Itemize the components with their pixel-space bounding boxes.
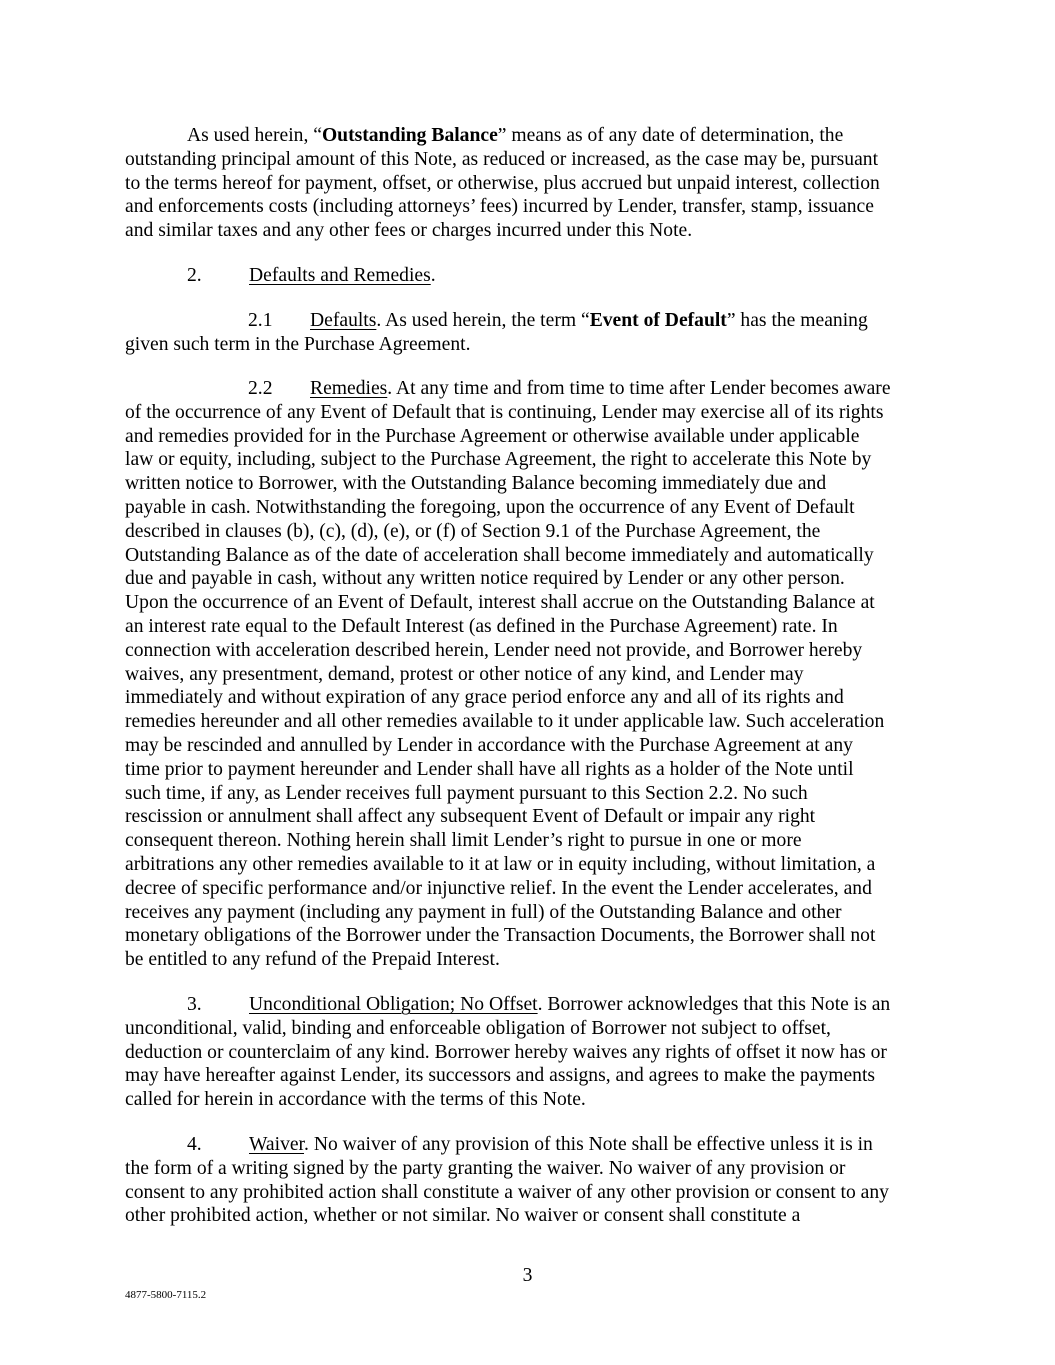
paragraph-line: rescission or annulment shall affect any subsequent Event of Default or impair any right xyxy=(125,806,816,828)
paragraph-line: described in clauses (b), (c), (d), (e), or (f) of Section 9.1 of the Purchase Agreement, the xyxy=(125,520,821,542)
defined-term-outstanding-balance: Outstanding Balance xyxy=(321,125,498,146)
text-run: . As used herein, the term “ xyxy=(376,310,590,331)
paragraph-line: may have hereafter against Lender, its successors and assigns, and agrees to make the payments xyxy=(125,1065,876,1087)
text-run: As used herein, “ xyxy=(187,125,322,146)
paragraph-line xyxy=(125,309,937,333)
paragraph-line: remedies hereunder and all other remedies available to it under applicable law. Such acceleration xyxy=(125,711,885,733)
paragraph-line: waives, any presentment, demand, protest or other notice of any kind, and Lender may xyxy=(125,663,804,685)
paragraph-line: of the occurrence of any Event of Default that is continuing, Lender may exercise all of its rights xyxy=(125,401,884,423)
paragraph-line: may be rescinded and annulled by Lender in accordance with the Purchase Agreement at any xyxy=(125,734,853,756)
paragraph-line: written notice to Borrower, with the Outstanding Balance becoming immediately due and xyxy=(125,473,827,495)
paragraph-line: deduction or counterclaim of any kind. Borrower hereby waives any rights of offset it now has or xyxy=(125,1041,887,1063)
paragraph-line xyxy=(125,377,937,401)
section-2-2-paragraph xyxy=(125,377,937,972)
paragraph-line: outstanding principal amount of this Note, as reduced or increased, as the case may be, pursuant xyxy=(125,148,879,170)
paragraph-line: given such term in the Purchase Agreement. xyxy=(125,333,471,355)
text-run: . At any time and from time to time after Lender becomes aware xyxy=(387,378,891,399)
paragraph-line: and enforcements costs (including attorneys’ fees) incurred by Lender, transfer, stamp, issuance xyxy=(125,196,874,218)
paragraph-line: and remedies provided for in the Purchase Agreement or otherwise available under applicable xyxy=(125,425,860,447)
section-title: Unconditional Obligation; No Offset xyxy=(249,994,538,1015)
paragraph-line: unconditional, valid, binding and enforceable obligation of Borrower not subject to offset, xyxy=(125,1017,831,1039)
paragraph-line: other prohibited action, whether or not similar. No waiver or consent shall constitute a xyxy=(125,1205,801,1227)
text-run: ” has the meaning xyxy=(726,310,868,331)
section-3-paragraph xyxy=(125,993,937,1112)
paragraph-line: consent to any prohibited action shall constitute a waiver of any other provision or consent to any xyxy=(125,1181,889,1203)
text-run: . No waiver of any provision of this Note shall be effective unless it is in xyxy=(304,1134,873,1155)
section-number: 2.1 xyxy=(248,310,273,331)
paragraph-line xyxy=(125,993,937,1017)
paragraph-line xyxy=(125,1133,937,1157)
section-number: 2. xyxy=(187,265,202,286)
section-4-paragraph xyxy=(125,1133,937,1228)
paragraph-line: called for herein in accordance with the terms of this Note. xyxy=(125,1089,586,1111)
paragraph-line: law or equity, including, subject to the Purchase Agreement, the right to accelerate this Note by xyxy=(125,449,872,471)
paragraph-line: the form of a writing signed by the party granting the waiver. No waiver of any provision or xyxy=(125,1157,846,1179)
paragraph-line: be entitled to any refund of the Prepaid Interest. xyxy=(125,949,500,971)
section-number: 2.2 xyxy=(248,378,273,399)
paragraph-line: and similar taxes and any other fees or charges incurred under this Note. xyxy=(125,220,693,242)
paragraph-line: immediately and without expiration of any grace period enforce any and all of its rights and xyxy=(125,687,844,709)
section-2-heading xyxy=(125,264,937,288)
paragraph-line: an interest rate equal to the Default Interest (as defined in the Purchase Agreement) rate. In xyxy=(125,615,838,637)
paragraph-line: consequent thereon. Nothing herein shall limit Lender’s right to pursue in one or more xyxy=(125,830,802,852)
paragraph-line: monetary obligations of the Borrower under the Transaction Documents, the Borrower shall not xyxy=(125,925,876,947)
section-title: Defaults xyxy=(310,310,377,331)
section-number: 4. xyxy=(187,1134,202,1155)
page-number: 3 xyxy=(522,1265,533,1286)
paragraph-line xyxy=(125,124,937,148)
section-number: 3. xyxy=(187,994,202,1015)
paragraph-line: arbitrations any other remedies available to it at law or in equity including, without limitation, a xyxy=(125,853,876,875)
paragraph-line: such time, if any, as Lender receives full payment pursuant to this Section 2.2. No such xyxy=(125,782,808,804)
paragraph-line: to the terms hereof for payment, offset, or otherwise, plus accrued but unpaid interest, collection xyxy=(125,172,880,194)
outstanding-balance-paragraph xyxy=(125,124,937,243)
document-id: 4877-5800-7115.2 xyxy=(125,1289,207,1301)
paragraph-line: receives any payment (including any payment in full) of the Outstanding Balance and other xyxy=(125,901,842,923)
paragraph-line: payable in cash. Notwithstanding the foregoing, upon the occurrence of any Event of Default xyxy=(125,496,855,518)
defined-term-event-of-default: Event of Default xyxy=(589,310,727,331)
section-title: Defaults and Remedies xyxy=(249,265,431,286)
section-2-1-paragraph xyxy=(125,309,937,357)
text-run: . xyxy=(430,265,436,286)
section-title: Waiver xyxy=(249,1134,305,1155)
text-run: ” means as of any date of determination, the xyxy=(497,125,844,146)
section-title: Remedies xyxy=(310,378,388,399)
paragraph-line: Upon the occurrence of an Event of Default, interest shall accrue on the Outstanding Balance at xyxy=(125,592,875,614)
paragraph-line xyxy=(125,264,937,288)
paragraph-line: connection with acceleration described herein, Lender need not provide, and Borrower hereby xyxy=(125,639,863,661)
text-run: . Borrower acknowledges that this Note is an xyxy=(537,994,891,1015)
paragraph-line: time prior to payment hereunder and Lender shall have all rights as a holder of the Note until xyxy=(125,758,854,780)
paragraph-line: decree of specific performance and/or injunctive relief. In the event the Lender accelerates, and xyxy=(125,877,872,899)
paragraph-line: Outstanding Balance as of the date of acceleration shall become immediately and automatically xyxy=(125,544,874,566)
paragraph-line: due and payable in cash, without any written notice required by Lender or any other person. xyxy=(125,568,845,590)
